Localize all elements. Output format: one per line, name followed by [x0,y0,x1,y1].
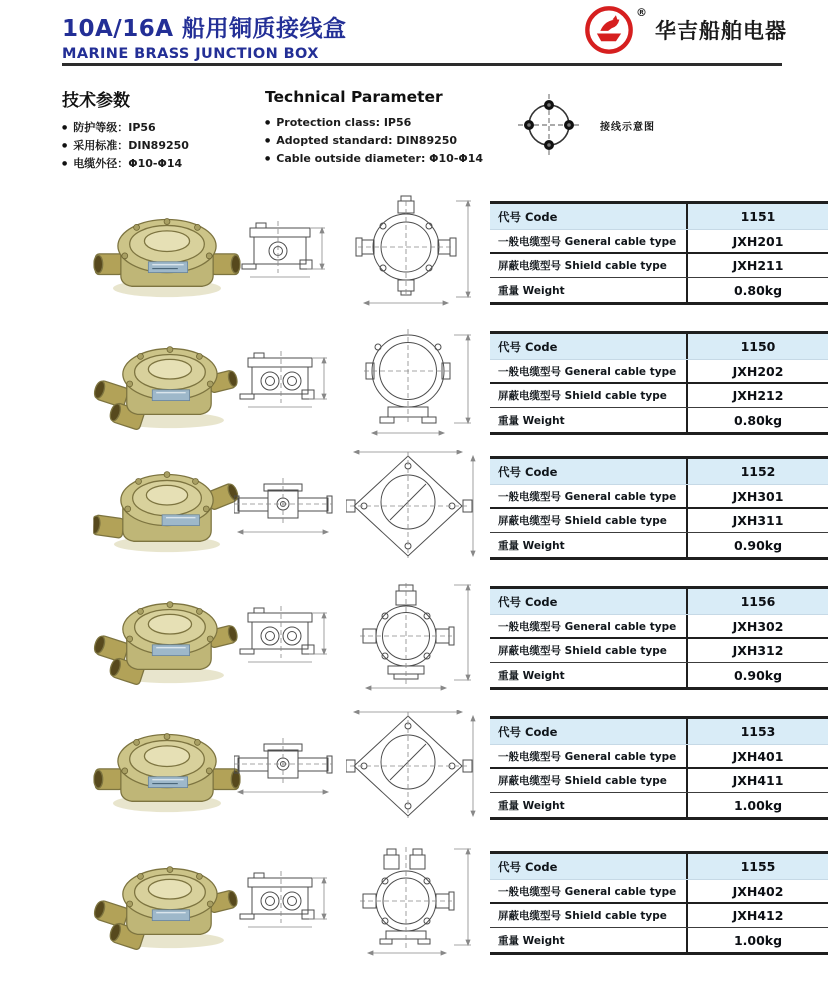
spec-label: 代号 Code [498,724,558,739]
spec-label: 代号 Code [498,464,558,479]
side-view-drawing [234,221,334,283]
spec-row-code [490,459,828,485]
spec-value: 1152 [686,459,828,484]
junction-box-photo [92,845,242,953]
spec-row-shield-cable [490,769,828,793]
spec-value: JXH211 [686,254,828,277]
spec-value: 1150 [686,334,828,359]
spec-value: JXH212 [686,384,828,407]
diagram-label: 接线示意图 [600,121,655,133]
spec-label: 屏蔽电缆型号 Shield cable type [498,515,667,527]
spec-label: 屏蔽电缆型号 Shield cable type [498,910,667,922]
spec-label: 代号 Code [498,339,558,354]
spec-label: 一般电缆型号 General cable type [498,750,677,763]
spec-label: 一般电缆型号 General cable type [498,490,677,503]
spec-row-shield-cable [490,509,828,533]
junction-box-photo [92,325,242,433]
spec-table [490,586,828,690]
tech-item: ● Protection class: IP56 [265,114,515,132]
spec-value: 0.90kg [686,663,828,687]
spec-value: 1153 [686,719,828,744]
front-view-drawing [340,450,482,562]
spec-row-shield-cable [490,384,828,408]
spec-value: 1.00kg [686,928,828,952]
spec-value: JXH401 [686,745,828,767]
side-view-drawing [234,736,334,798]
spec-label: 一般电缆型号 General cable type [498,365,677,378]
side-view-drawing [234,606,334,668]
terminal-diagram-icon [514,90,584,160]
spec-row-weight [490,793,828,817]
spec-row-general-cable [490,485,828,509]
product-row [62,450,828,568]
spec-table [490,201,828,305]
spec-label: 重量 Weight [498,539,565,552]
spec-row-general-cable [490,360,828,384]
junction-box-photo [92,580,242,688]
page-title: 10A/16A 船用铜质接线盒 [62,16,347,42]
spec-row-shield-cable [490,904,828,928]
front-view-drawing [340,845,482,957]
front-view-drawing [340,195,482,307]
spec-table [490,456,828,560]
tech-item: ● 电缆外径：Φ10-Φ14 [62,155,257,173]
spec-row-shield-cable [490,254,828,278]
side-view-drawing [234,871,334,933]
header-divider [62,63,782,66]
spec-label: 重量 Weight [498,414,565,427]
spec-label: 重量 Weight [498,934,565,947]
tech-params-cn [62,86,257,173]
page-subtitle: MARINE BRASS JUNCTION BOX [62,46,319,62]
wiring-diagram [514,90,655,160]
spec-value: 1151 [686,204,828,229]
tech-heading-en: Technical Parameter [265,88,443,106]
spec-label: 代号 Code [498,594,558,609]
front-view-drawing [340,325,482,437]
spec-label: 代号 Code [498,209,558,224]
tech-list-cn [62,119,257,173]
tech-item: ● Cable outside diameter: Φ10-Φ14 [265,150,515,168]
spec-row-general-cable [490,880,828,904]
spec-value: JXH201 [686,230,828,252]
spec-label: 重量 Weight [498,284,565,297]
spec-label: 重量 Weight [498,799,565,812]
spec-row-weight [490,533,828,557]
spec-label: 屏蔽电缆型号 Shield cable type [498,775,667,787]
spec-label: 屏蔽电缆型号 Shield cable type [498,260,667,272]
spec-row-code [490,204,828,230]
spec-value: 1156 [686,589,828,614]
tech-list-en [265,114,515,168]
spec-value: JXH412 [686,904,828,927]
spec-value: JXH302 [686,615,828,637]
spec-value: 1155 [686,854,828,879]
tech-item: ● 采用标准：DIN89250 [62,137,257,155]
front-view-drawing [340,580,482,692]
junction-box-photo [92,710,242,818]
spec-row-weight [490,663,828,687]
spec-table [490,851,828,955]
spec-row-general-cable [490,230,828,254]
spec-row-code [490,719,828,745]
product-row [62,710,828,828]
tech-heading-cn: 技术参数 [62,91,130,111]
spec-value: 0.90kg [686,533,828,557]
spec-row-code [490,589,828,615]
spec-value: 0.80kg [686,278,828,302]
brand-logo [583,4,787,56]
spec-value: JXH411 [686,769,828,792]
tech-params-en [265,88,515,168]
spec-label: 屏蔽电缆型号 Shield cable type [498,390,667,402]
spec-value: JXH202 [686,360,828,382]
spec-label: 一般电缆型号 General cable type [498,235,677,248]
side-view-drawing [234,351,334,413]
tech-item: ● 防护等级：IP56 [62,119,257,137]
side-view-drawing [234,476,334,538]
spec-row-weight [490,278,828,302]
front-view-drawing [340,710,482,822]
spec-row-weight [490,408,828,432]
spec-label: 重量 Weight [498,669,565,682]
junction-box-photo [92,195,242,303]
spec-row-general-cable [490,615,828,639]
junction-box-photo [92,450,242,558]
boat-logo-icon [583,4,635,56]
spec-value: JXH402 [686,880,828,902]
spec-row-general-cable [490,745,828,769]
spec-table [490,331,828,435]
product-row [62,845,828,963]
spec-value: JXH311 [686,509,828,532]
spec-table [490,716,828,820]
product-row [62,325,828,443]
spec-value: 0.80kg [686,408,828,432]
technical-parameters-section [62,84,768,184]
spec-row-weight [490,928,828,952]
spec-value: JXH312 [686,639,828,662]
spec-label: 代号 Code [498,859,558,874]
tech-item: ● Adopted standard: DIN89250 [265,132,515,150]
product-row [62,580,828,698]
spec-row-code [490,334,828,360]
spec-label: 屏蔽电缆型号 Shield cable type [498,645,667,657]
spec-value: JXH301 [686,485,828,507]
product-row [62,195,828,313]
spec-value: 1.00kg [686,793,828,817]
registered-trademark-icon: ® [636,6,647,19]
spec-row-shield-cable [490,639,828,663]
page-header [62,10,347,62]
spec-row-code [490,854,828,880]
spec-label: 一般电缆型号 General cable type [498,885,677,898]
brand-name: 华吉船舶电器 [655,19,787,43]
spec-label: 一般电缆型号 General cable type [498,620,677,633]
